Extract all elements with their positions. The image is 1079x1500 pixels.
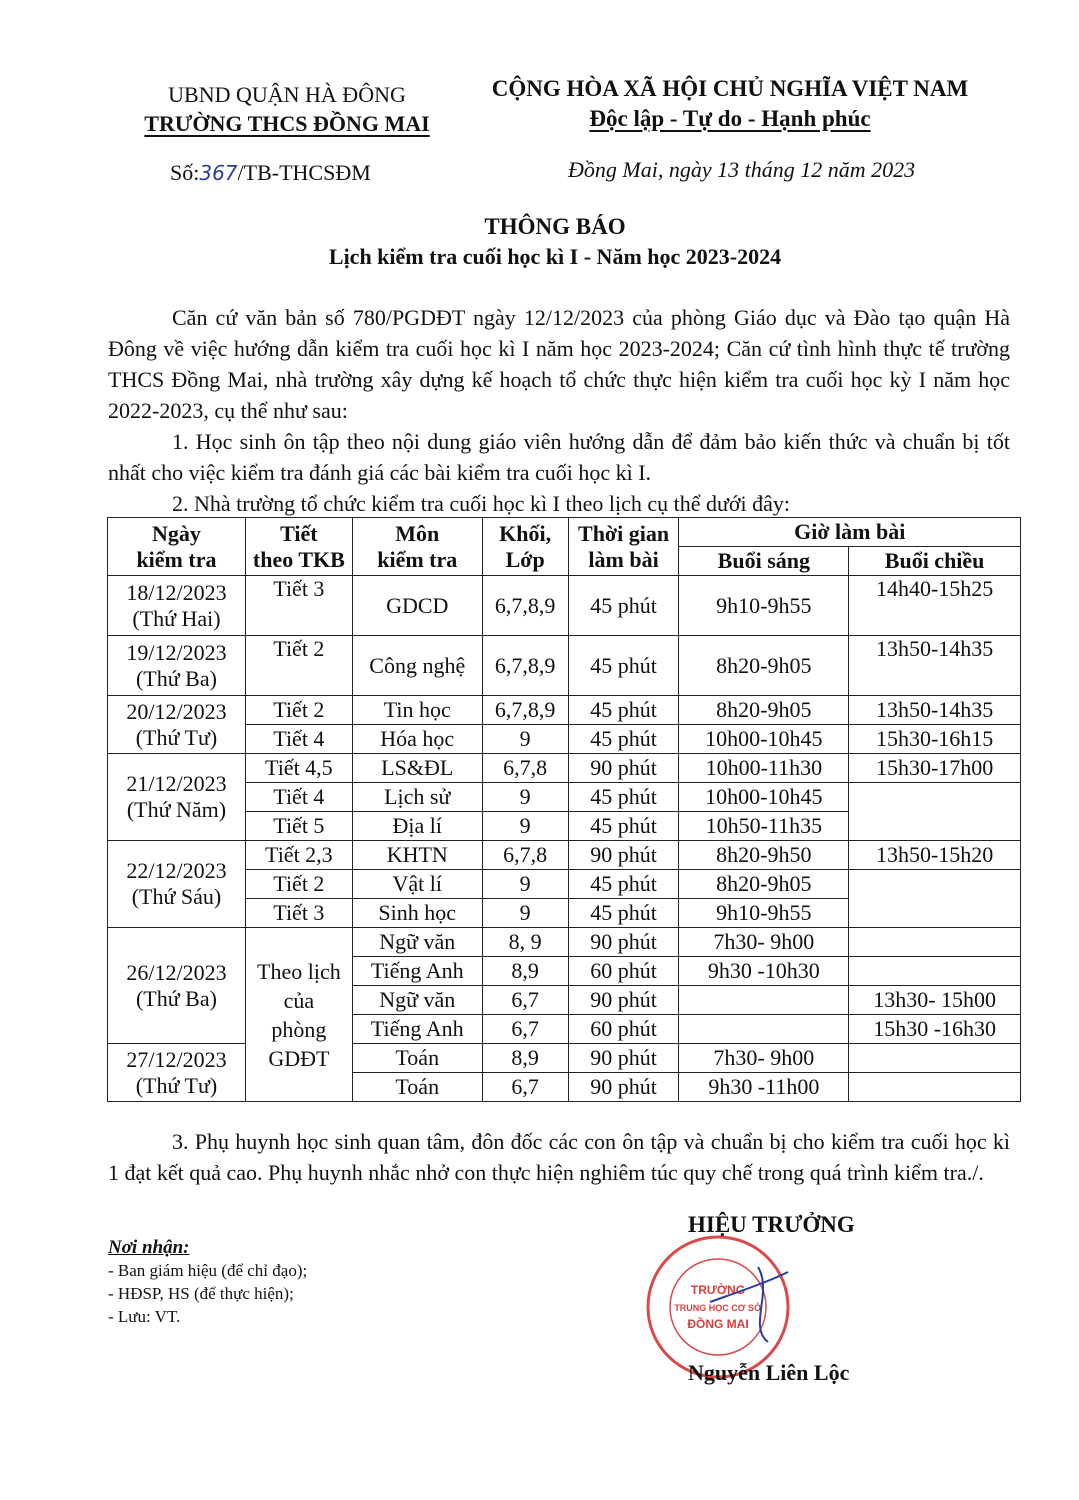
cell-morning: 10h50-11h35 bbox=[679, 812, 849, 841]
cell-afternoon: 13h50-15h20 bbox=[849, 841, 1021, 870]
cell-morning bbox=[679, 1015, 849, 1044]
cell-period: Tiết 5 bbox=[245, 812, 352, 841]
cell-duration: 45 phút bbox=[568, 725, 679, 754]
cell-duration: 45 phút bbox=[568, 576, 679, 636]
issuer-authority: UBND QUẬN HÀ ĐÔNG bbox=[168, 82, 406, 107]
cell-duration: 90 phút bbox=[568, 1073, 679, 1102]
cell-duration: 60 phút bbox=[568, 1015, 679, 1044]
cell-afternoon: 13h50-14h35 bbox=[849, 696, 1021, 725]
cell-period: Tiết 2 bbox=[245, 636, 352, 696]
cell-duration: 45 phút bbox=[568, 636, 679, 696]
cell-morning: 9h10-9h55 bbox=[679, 576, 849, 636]
cell-date: 20/12/2023 (Thứ Tư) bbox=[108, 696, 246, 754]
cell-grade: 6,7,8,9 bbox=[482, 696, 568, 725]
cell-morning: 9h30 -10h30 bbox=[679, 957, 849, 986]
cell-duration: 90 phút bbox=[568, 986, 679, 1015]
paragraph-basis: Căn cứ văn bản số 780/PGDĐT ngày 12/12/2023 của phòng Giáo dục và Đào tạo quận Hà Đông về việc hướng dẫn kiểm tra cuối học kì I năm học 2023-2024; Căn cứ tình hình thực tế trường THCS Đồng Mai, nhà trường xây dựng kế hoạch tổ chức thực hiện kiểm tra cuối học kỳ I năm học 2022-2023, cụ thể như sau: bbox=[108, 305, 1010, 423]
national-motto: Độc lập - Tự do - Hạnh phúc bbox=[589, 106, 871, 131]
cell-period: Tiết 3 bbox=[245, 899, 352, 928]
cell-afternoon: 15h30-17h00 bbox=[849, 754, 1021, 783]
table-row bbox=[108, 841, 1021, 870]
cell-period: Tiết 4,5 bbox=[245, 754, 352, 783]
cell-grade: 9 bbox=[482, 783, 568, 812]
cell-grade: 6,7,8 bbox=[482, 754, 568, 783]
cell-subject: GDCD bbox=[352, 576, 482, 636]
cell-grade: 9 bbox=[482, 899, 568, 928]
cell-grade: 9 bbox=[482, 870, 568, 899]
issuer-school: TRƯỜNG THCS ĐỒNG MAI bbox=[144, 111, 430, 136]
cell-afternoon bbox=[849, 1073, 1021, 1102]
cell-date: 22/12/2023 (Thứ Sáu) bbox=[108, 841, 246, 928]
table-row bbox=[108, 783, 1021, 812]
cell-subject: Tiếng Anh bbox=[352, 957, 482, 986]
signer-title: HIỆU TRƯỞNG bbox=[688, 1212, 855, 1237]
table-row bbox=[108, 928, 1021, 957]
cell-afternoon: 13h30- 15h00 bbox=[849, 986, 1021, 1015]
cell-afternoon bbox=[849, 957, 1021, 986]
cell-duration: 45 phút bbox=[568, 696, 679, 725]
cell-duration: 60 phút bbox=[568, 957, 679, 986]
table-header-row bbox=[108, 518, 1021, 547]
notice-title: THÔNG BÁO bbox=[484, 214, 626, 239]
col-header-morning: Buổi sáng bbox=[679, 547, 849, 576]
issuer-block bbox=[112, 80, 462, 138]
cell-duration: 45 phút bbox=[568, 783, 679, 812]
cell-period-note: Theo lịch của phòng GDĐT bbox=[245, 928, 352, 1102]
cell-afternoon: 15h30-16h15 bbox=[849, 725, 1021, 754]
cell-morning bbox=[679, 986, 849, 1015]
cell-period: Tiết 4 bbox=[245, 783, 352, 812]
cell-afternoon: 15h30 -16h30 bbox=[849, 1015, 1021, 1044]
col-header-subject: Môn kiểm tra bbox=[352, 518, 482, 576]
notice-body bbox=[108, 302, 1010, 519]
paragraph-item-2: 2. Nhà trường tổ chức kiểm tra cuối học kì I theo lịch cụ thể dưới đây: bbox=[172, 491, 791, 516]
paragraph-item-3: 3. Phụ huynh học sinh quan tâm, đôn đốc các con ôn tập và chuẩn bị cho kiểm tra cuối học kì 1 đạt kết quả cao. Phụ huynh nhắc nhở con thực hiện nghiêm túc quy chế trong quá trình kiểm tra./. bbox=[108, 1129, 1010, 1185]
cell-grade: 8,9 bbox=[482, 957, 568, 986]
cell-morning: 8h20-9h50 bbox=[679, 841, 849, 870]
cell-morning: 10h00-11h30 bbox=[679, 754, 849, 783]
national-motto-block bbox=[470, 74, 990, 134]
recipients-label: Nơi nhận: bbox=[108, 1237, 190, 1258]
signer-name: Nguyễn Liên Lộc bbox=[688, 1360, 850, 1385]
cell-grade: 8,9 bbox=[482, 1044, 568, 1073]
cell-subject: Tin học bbox=[352, 696, 482, 725]
cell-morning: 8h20-9h05 bbox=[679, 636, 849, 696]
cell-afternoon: 13h50-14h35 bbox=[849, 636, 1021, 696]
col-header-duration: Thời gian làm bài bbox=[568, 518, 679, 576]
cell-period: Tiết 4 bbox=[245, 725, 352, 754]
table-row bbox=[108, 725, 1021, 754]
cell-duration: 45 phút bbox=[568, 899, 679, 928]
cell-period: Tiết 3 bbox=[245, 576, 352, 636]
cell-subject: Công nghệ bbox=[352, 636, 482, 696]
cell-grade: 8, 9 bbox=[482, 928, 568, 957]
col-header-period: Tiết theo TKB bbox=[245, 518, 352, 576]
cell-subject: Toán bbox=[352, 1073, 482, 1102]
cell-afternoon bbox=[849, 928, 1021, 957]
cell-date: 19/12/2023 (Thứ Ba) bbox=[108, 636, 246, 696]
cell-date: 27/12/2023 (Thứ Tư) bbox=[108, 1044, 246, 1102]
cell-subject: Lịch sử bbox=[352, 783, 482, 812]
svg-text:TRƯỜNG: TRƯỜNG bbox=[690, 1283, 746, 1297]
cell-grade: 6,7,8,9 bbox=[482, 576, 568, 636]
cell-afternoon: 14h40-15h25 bbox=[849, 576, 1021, 636]
cell-subject: Địa lí bbox=[352, 812, 482, 841]
cell-period: Tiết 2,3 bbox=[245, 841, 352, 870]
cell-subject: Ngữ văn bbox=[352, 986, 482, 1015]
table-row bbox=[108, 754, 1021, 783]
docno-prefix: Số: bbox=[170, 160, 200, 185]
table-row bbox=[108, 696, 1021, 725]
cell-morning: 9h30 -11h00 bbox=[679, 1073, 849, 1102]
cell-morning: 8h20-9h05 bbox=[679, 696, 849, 725]
cell-duration: 90 phút bbox=[568, 1044, 679, 1073]
cell-morning: 10h00-10h45 bbox=[679, 783, 849, 812]
cell-grade: 6,7 bbox=[482, 1073, 568, 1102]
date-line: Đồng Mai, ngày 13 tháng 12 năm 2023 bbox=[568, 157, 916, 182]
cell-duration: 90 phút bbox=[568, 754, 679, 783]
cell-grade: 6,7,8 bbox=[482, 841, 568, 870]
cell-morning: 7h30- 9h00 bbox=[679, 928, 849, 957]
cell-afternoon bbox=[849, 1044, 1021, 1073]
cell-duration: 90 phút bbox=[568, 928, 679, 957]
document-number bbox=[170, 160, 371, 186]
cell-subject: Ngữ văn bbox=[352, 928, 482, 957]
cell-subject: Hóa học bbox=[352, 725, 482, 754]
cell-morning: 7h30- 9h00 bbox=[679, 1044, 849, 1073]
cell-period: Tiết 2 bbox=[245, 696, 352, 725]
cell-grade: 9 bbox=[482, 725, 568, 754]
cell-morning: 8h20-9h05 bbox=[679, 870, 849, 899]
cell-grade: 6,7,8,9 bbox=[482, 636, 568, 696]
col-header-date: Ngày kiểm tra bbox=[108, 518, 246, 576]
recipients-block bbox=[108, 1236, 307, 1328]
table-row bbox=[108, 1044, 1021, 1073]
cell-subject: Tiếng Anh bbox=[352, 1015, 482, 1044]
cell-date: 26/12/2023 (Thứ Ba) bbox=[108, 928, 246, 1044]
col-header-time-group: Giờ làm bài bbox=[679, 518, 1021, 547]
cell-grade: 6,7 bbox=[482, 1015, 568, 1044]
cell-afternoon bbox=[849, 783, 1021, 841]
cell-duration: 90 phút bbox=[568, 841, 679, 870]
cell-morning: 9h10-9h55 bbox=[679, 899, 849, 928]
cell-duration: 45 phút bbox=[568, 870, 679, 899]
recipient-item: - Ban giám hiệu (để chỉ đạo); bbox=[108, 1261, 308, 1280]
cell-morning: 10h00-10h45 bbox=[679, 725, 849, 754]
col-header-afternoon: Buổi chiều bbox=[849, 547, 1021, 576]
national-title: CỘNG HÒA XÃ HỘI CHỦ NGHĨA VIỆT NAM bbox=[491, 76, 969, 101]
paragraph-item-1: 1. Học sinh ôn tập theo nội dung giáo viên hướng dẫn để đảm bảo kiến thức và chuẩn bị tốt nhất cho việc kiểm tra đánh giá các bài kiểm tra cuối học kì I. bbox=[108, 429, 1010, 485]
notice-subtitle: Lịch kiểm tra cuối học kì I - Năm học 2023-2024 bbox=[328, 244, 782, 269]
docno-suffix: /TB-THCSĐM bbox=[237, 160, 371, 185]
cell-period: Tiết 2 bbox=[245, 870, 352, 899]
table-row bbox=[108, 636, 1021, 696]
col-header-grade: Khối, Lớp bbox=[482, 518, 568, 576]
table-row bbox=[108, 576, 1021, 636]
cell-afternoon bbox=[849, 870, 1021, 928]
cell-subject: Sinh học bbox=[352, 899, 482, 928]
svg-text:ĐỒNG MAI: ĐỒNG MAI bbox=[687, 1317, 749, 1331]
cell-grade: 9 bbox=[482, 812, 568, 841]
cell-date: 18/12/2023 (Thứ Hai) bbox=[108, 576, 246, 636]
cell-date: 21/12/2023 (Thứ Năm) bbox=[108, 754, 246, 841]
docno-handwritten: 367 bbox=[199, 161, 238, 185]
cell-subject: LS&ĐL bbox=[352, 754, 482, 783]
svg-text:TRUNG HỌC CƠ SỞ: TRUNG HỌC CƠ SỞ bbox=[674, 1303, 762, 1313]
exam-schedule-table bbox=[107, 517, 1021, 1102]
cell-grade: 6,7 bbox=[482, 986, 568, 1015]
cell-subject: KHTN bbox=[352, 841, 482, 870]
cell-duration: 45 phút bbox=[568, 812, 679, 841]
cell-subject: Vật lí bbox=[352, 870, 482, 899]
table-row bbox=[108, 870, 1021, 899]
recipient-item: - HĐSP, HS (để thực hiện); bbox=[108, 1284, 294, 1303]
cell-subject: Toán bbox=[352, 1044, 482, 1073]
recipient-item: - Lưu: VT. bbox=[108, 1307, 181, 1326]
